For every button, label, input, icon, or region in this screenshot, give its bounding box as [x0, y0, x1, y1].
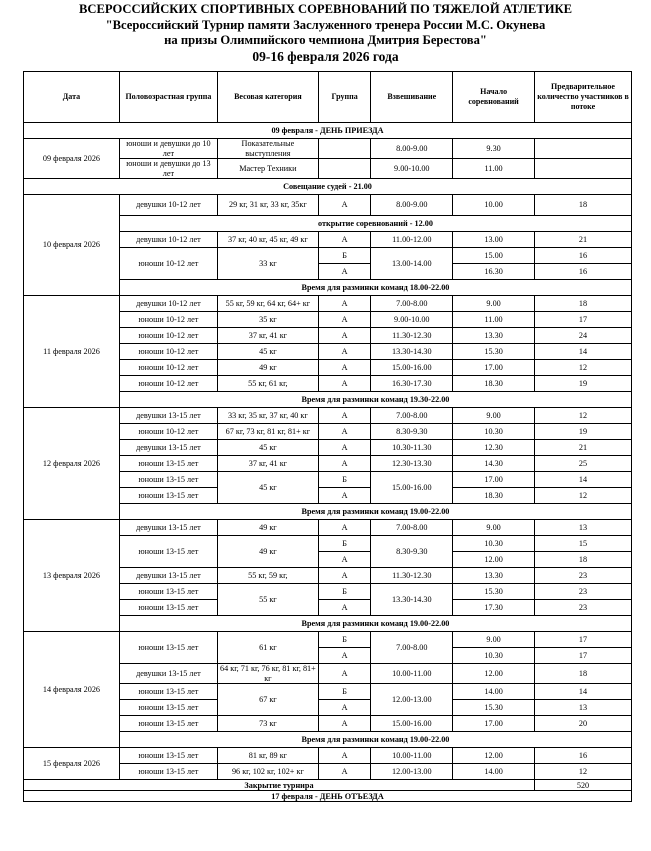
- start-cell: 13.30: [453, 328, 535, 344]
- start-cell: 9.00: [453, 408, 535, 424]
- group-cell: Б: [318, 248, 371, 264]
- start-cell: 17.00: [453, 360, 535, 376]
- weighin-cell: 13.30-14.30: [371, 344, 453, 360]
- date-cell: 10 февраля 2026: [24, 195, 120, 296]
- count-cell: 18: [534, 552, 631, 568]
- start-cell: 10.00: [453, 195, 535, 216]
- age-cell: девушки 10-12 лет: [119, 195, 217, 216]
- age-cell: юноши 10-12 лет: [119, 248, 217, 280]
- warmup-band: Время для разминки команд 18.00-22.00: [119, 280, 631, 296]
- weighin-cell: 11.00-12.00: [371, 232, 453, 248]
- weight-cell: Мастер Техники: [217, 159, 318, 179]
- col-weigh-in: Взвешивание: [371, 72, 453, 123]
- count-cell: 18: [534, 664, 631, 684]
- weight-cell: 55 кг, 59 кг, 64 кг, 64+ кг: [217, 296, 318, 312]
- date-cell: 13 февраля 2026: [24, 520, 120, 632]
- age-cell: юноши и девушки до 10 лет: [119, 139, 217, 159]
- heading-line-1: ВСЕРОССИЙСКИХ СПОРТИВНЫХ СОРЕВНОВАНИЙ ПО ТЯЖЕЛОЙ АТЛЕТИКЕ: [78, 2, 573, 16]
- start-cell: 17.00: [453, 472, 535, 488]
- count-cell: 13: [534, 700, 631, 716]
- count-cell: 14: [534, 344, 631, 360]
- weighin-cell: 10.00-11.00: [371, 748, 453, 764]
- start-cell: 15.30: [453, 344, 535, 360]
- date-cell: 14 февраля 2026: [24, 632, 120, 748]
- weighin-cell: 13.00-14.00: [371, 248, 453, 280]
- age-cell: юноши 13-15 лет: [119, 748, 217, 764]
- start-cell: 16.30: [453, 264, 535, 280]
- table-row: [24, 139, 632, 159]
- age-cell: юноши 10-12 лет: [119, 328, 217, 344]
- weight-cell: 49 кг: [217, 536, 318, 568]
- group-cell: [318, 159, 371, 179]
- band-row: [24, 123, 632, 139]
- weighin-cell: 10.00-11.00: [371, 664, 453, 684]
- table-row: [24, 408, 632, 424]
- group-cell: А: [318, 264, 371, 280]
- group-cell: А: [318, 748, 371, 764]
- count-cell: 18: [534, 296, 631, 312]
- age-cell: юноши 10-12 лет: [119, 360, 217, 376]
- weight-cell: 55 кг: [217, 584, 318, 616]
- weight-cell: 73 кг: [217, 716, 318, 732]
- weighin-cell: 11.30-12.30: [371, 568, 453, 584]
- group-cell: А: [318, 488, 371, 504]
- count-cell: 18: [534, 195, 631, 216]
- count-cell: [534, 139, 631, 159]
- weight-cell: 55 кг, 59 кг,: [217, 568, 318, 584]
- count-cell: 23: [534, 568, 631, 584]
- warmup-band: Время для разминки команд 19.00-22.00: [119, 732, 631, 748]
- start-cell: 14.00: [453, 764, 535, 780]
- start-cell: 10.30: [453, 536, 535, 552]
- weight-cell: 37 кг, 40 кг, 45 кг, 49 кг: [217, 232, 318, 248]
- table-row: [24, 296, 632, 312]
- age-cell: юноши 10-12 лет: [119, 376, 217, 392]
- group-cell: А: [318, 700, 371, 716]
- start-cell: 18.30: [453, 376, 535, 392]
- col-group: Группа: [318, 72, 371, 123]
- group-cell: А: [318, 408, 371, 424]
- group-cell: А: [318, 328, 371, 344]
- age-cell: девушки 10-12 лет: [119, 296, 217, 312]
- weight-cell: 29 кг, 31 кг, 33 кг, 35кг: [217, 195, 318, 216]
- weighin-cell: 7.00-8.00: [371, 296, 453, 312]
- count-cell: 13: [534, 520, 631, 536]
- start-cell: 12.00: [453, 748, 535, 764]
- count-cell: 19: [534, 424, 631, 440]
- start-cell: 12.00: [453, 664, 535, 684]
- age-cell: юноши 10-12 лет: [119, 312, 217, 328]
- table-row: [24, 632, 632, 648]
- weighin-cell: 12.30-13.30: [371, 456, 453, 472]
- group-cell: А: [318, 195, 371, 216]
- weighin-cell: 8.00-9.00: [371, 195, 453, 216]
- age-cell: юноши 10-12 лет: [119, 344, 217, 360]
- table-row: [24, 195, 632, 216]
- group-cell: А: [318, 600, 371, 616]
- count-cell: 19: [534, 376, 631, 392]
- weighin-cell: 9.00-10.00: [371, 159, 453, 179]
- count-cell: 16: [534, 748, 631, 764]
- weighin-cell: 8.30-9.30: [371, 424, 453, 440]
- band-row: [24, 179, 632, 195]
- age-cell: юноши 13-15 лет: [119, 600, 217, 616]
- start-cell: 12.30: [453, 440, 535, 456]
- weighin-cell: 16.30-17.30: [371, 376, 453, 392]
- warmup-band: Время для разминки команд 19.30-22.00: [119, 392, 631, 408]
- schedule-table: [23, 71, 632, 802]
- group-cell: Б: [318, 632, 371, 648]
- group-cell: А: [318, 344, 371, 360]
- judges-meeting: Совещание судей - 21.00: [24, 179, 632, 195]
- group-cell: Б: [318, 536, 371, 552]
- age-cell: девушки 13-15 лет: [119, 440, 217, 456]
- arrival-day: 09 февраля - ДЕНЬ ПРИЕЗДА: [24, 123, 632, 139]
- count-cell: 25: [534, 456, 631, 472]
- weight-cell: 37 кг, 41 кг: [217, 328, 318, 344]
- date-cell: 11 февраля 2026: [24, 296, 120, 408]
- weighin-cell: 15.00-16.00: [371, 360, 453, 376]
- start-cell: 9.30: [453, 139, 535, 159]
- table-row: [24, 520, 632, 536]
- count-cell: 12: [534, 488, 631, 504]
- weight-cell: 55 кг, 61 кг,: [217, 376, 318, 392]
- group-cell: А: [318, 376, 371, 392]
- age-cell: девушки 10-12 лет: [119, 232, 217, 248]
- age-cell: юноши 13-15 лет: [119, 716, 217, 732]
- group-cell: А: [318, 360, 371, 376]
- weight-cell: 61 кг: [217, 632, 318, 664]
- weight-cell: 49 кг: [217, 520, 318, 536]
- warmup-band: Время для разминки команд 19.00-22.00: [119, 616, 631, 632]
- weight-cell: 35 кг: [217, 312, 318, 328]
- start-cell: 17.30: [453, 600, 535, 616]
- weight-cell: 64 кг, 71 кг, 76 кг, 81 кг, 81+ кг: [217, 664, 318, 684]
- start-cell: 18.30: [453, 488, 535, 504]
- weight-cell: 33 кг: [217, 248, 318, 280]
- count-cell: 17: [534, 312, 631, 328]
- document-heading: [0, 2, 651, 64]
- col-weight: Весовая категория: [217, 72, 318, 123]
- weighin-cell: 12.00-13.00: [371, 764, 453, 780]
- weight-cell: 33 кг, 35 кг, 37 кг, 40 кг: [217, 408, 318, 424]
- group-cell: А: [318, 456, 371, 472]
- age-cell: юноши и девушки до 13 лет: [119, 159, 217, 179]
- count-cell: 14: [534, 684, 631, 700]
- group-cell: А: [318, 296, 371, 312]
- weight-cell: 49 кг: [217, 360, 318, 376]
- group-cell: А: [318, 764, 371, 780]
- start-cell: 10.30: [453, 424, 535, 440]
- weight-cell: Показательные выступления: [217, 139, 318, 159]
- warmup-band: Время для разминки команд 19.00-22.00: [119, 504, 631, 520]
- start-cell: 13.30: [453, 568, 535, 584]
- col-age-group: Половозрастная группа: [119, 72, 217, 123]
- heading-line-2: "Всероссийский Турнир памяти Заслуженного тренера России М.С. Окунева: [105, 17, 546, 32]
- weight-cell: 45 кг: [217, 344, 318, 360]
- count-cell: 21: [534, 232, 631, 248]
- count-cell: [534, 159, 631, 179]
- age-cell: юноши 13-15 лет: [119, 700, 217, 716]
- group-cell: А: [318, 440, 371, 456]
- start-cell: 17.00: [453, 716, 535, 732]
- count-cell: 12: [534, 764, 631, 780]
- weighin-cell: 8.30-9.30: [371, 536, 453, 568]
- age-cell: юноши 13-15 лет: [119, 684, 217, 700]
- group-cell: А: [318, 232, 371, 248]
- count-cell: 15: [534, 536, 631, 552]
- group-cell: А: [318, 520, 371, 536]
- weighin-cell: 7.00-8.00: [371, 408, 453, 424]
- col-start: Начало соревнований: [453, 72, 535, 123]
- group-cell: А: [318, 648, 371, 664]
- count-cell: 24: [534, 328, 631, 344]
- count-cell: 21: [534, 440, 631, 456]
- age-cell: юноши 13-15 лет: [119, 472, 217, 488]
- start-cell: 9.00: [453, 520, 535, 536]
- count-cell: 23: [534, 584, 631, 600]
- count-cell: 12: [534, 360, 631, 376]
- count-cell: 16: [534, 264, 631, 280]
- start-cell: 14.00: [453, 684, 535, 700]
- heading-dates: 09-16 февраля 2026 года: [252, 48, 399, 64]
- start-cell: 9.00: [453, 632, 535, 648]
- weight-cell: 81 кг, 89 кг: [217, 748, 318, 764]
- weighin-cell: 9.00-10.00: [371, 312, 453, 328]
- group-cell: А: [318, 312, 371, 328]
- age-cell: девушки 13-15 лет: [119, 520, 217, 536]
- group-cell: А: [318, 568, 371, 584]
- count-cell: 20: [534, 716, 631, 732]
- col-date: Дата: [24, 72, 120, 123]
- date-cell: 09 февраля 2026: [24, 139, 120, 179]
- closing-row: [24, 780, 632, 791]
- start-cell: 13.00: [453, 232, 535, 248]
- age-cell: юноши 13-15 лет: [119, 488, 217, 504]
- weighin-cell: 13.30-14.30: [371, 584, 453, 616]
- weighin-cell: 12.00-13.00: [371, 684, 453, 716]
- group-cell: А: [318, 664, 371, 684]
- departure-day: 17 февраля - ДЕНЬ ОТЪЕЗДА: [24, 791, 632, 802]
- total-count: 520: [534, 780, 631, 791]
- heading-line-3: на призы Олимпийского чемпиона Дмитрия Берестова": [164, 33, 487, 47]
- closing-ceremony: Закрытие турнира: [24, 780, 535, 791]
- group-cell: [318, 139, 371, 159]
- age-cell: юноши 10-12 лет: [119, 424, 217, 440]
- age-cell: юноши 13-15 лет: [119, 584, 217, 600]
- weight-cell: 45 кг: [217, 440, 318, 456]
- start-cell: 14.30: [453, 456, 535, 472]
- group-cell: А: [318, 716, 371, 732]
- count-cell: 17: [534, 632, 631, 648]
- count-cell: 23: [534, 600, 631, 616]
- count-cell: 14: [534, 472, 631, 488]
- date-cell: 12 февраля 2026: [24, 408, 120, 520]
- group-cell: Б: [318, 684, 371, 700]
- group-cell: Б: [318, 584, 371, 600]
- weighin-cell: 15.00-16.00: [371, 716, 453, 732]
- count-cell: 16: [534, 248, 631, 264]
- date-cell: 15 февраля 2026: [24, 748, 120, 780]
- weighin-cell: 10.30-11.30: [371, 440, 453, 456]
- start-cell: 9.00: [453, 296, 535, 312]
- age-cell: девушки 13-15 лет: [119, 408, 217, 424]
- weight-cell: 67 кг: [217, 684, 318, 716]
- opening-ceremony: открытие соревнований - 12.00: [119, 216, 631, 232]
- start-cell: 12.00: [453, 552, 535, 568]
- age-cell: юноши 13-15 лет: [119, 456, 217, 472]
- weight-cell: 45 кг: [217, 472, 318, 504]
- start-cell: 15.30: [453, 584, 535, 600]
- age-cell: девушки 13-15 лет: [119, 664, 217, 684]
- weighin-cell: 8.00-9.00: [371, 139, 453, 159]
- weight-cell: 37 кг, 41 кг: [217, 456, 318, 472]
- age-cell: юноши 13-15 лет: [119, 764, 217, 780]
- table-row: [24, 748, 632, 764]
- weight-cell: 96 кг, 102 кг, 102+ кг: [217, 764, 318, 780]
- count-cell: 17: [534, 648, 631, 664]
- age-cell: юноши 13-15 лет: [119, 632, 217, 664]
- start-cell: 15.30: [453, 700, 535, 716]
- weighin-cell: 7.00-8.00: [371, 632, 453, 664]
- weighin-cell: 7.00-8.00: [371, 520, 453, 536]
- departure-row: [24, 791, 632, 802]
- start-cell: 11.00: [453, 312, 535, 328]
- start-cell: 11.00: [453, 159, 535, 179]
- group-cell: А: [318, 424, 371, 440]
- age-cell: девушки 13-15 лет: [119, 568, 217, 584]
- group-cell: А: [318, 552, 371, 568]
- count-cell: 12: [534, 408, 631, 424]
- age-cell: юноши 13-15 лет: [119, 536, 217, 568]
- start-cell: 15.00: [453, 248, 535, 264]
- weight-cell: 67 кг, 73 кг, 81 кг, 81+ кг: [217, 424, 318, 440]
- weighin-cell: 15.00-16.00: [371, 472, 453, 504]
- start-cell: 10.30: [453, 648, 535, 664]
- weighin-cell: 11.30-12.30: [371, 328, 453, 344]
- col-count: Предварительное количество участников в потоке: [534, 72, 631, 123]
- table-header-row: [24, 72, 632, 123]
- group-cell: Б: [318, 472, 371, 488]
